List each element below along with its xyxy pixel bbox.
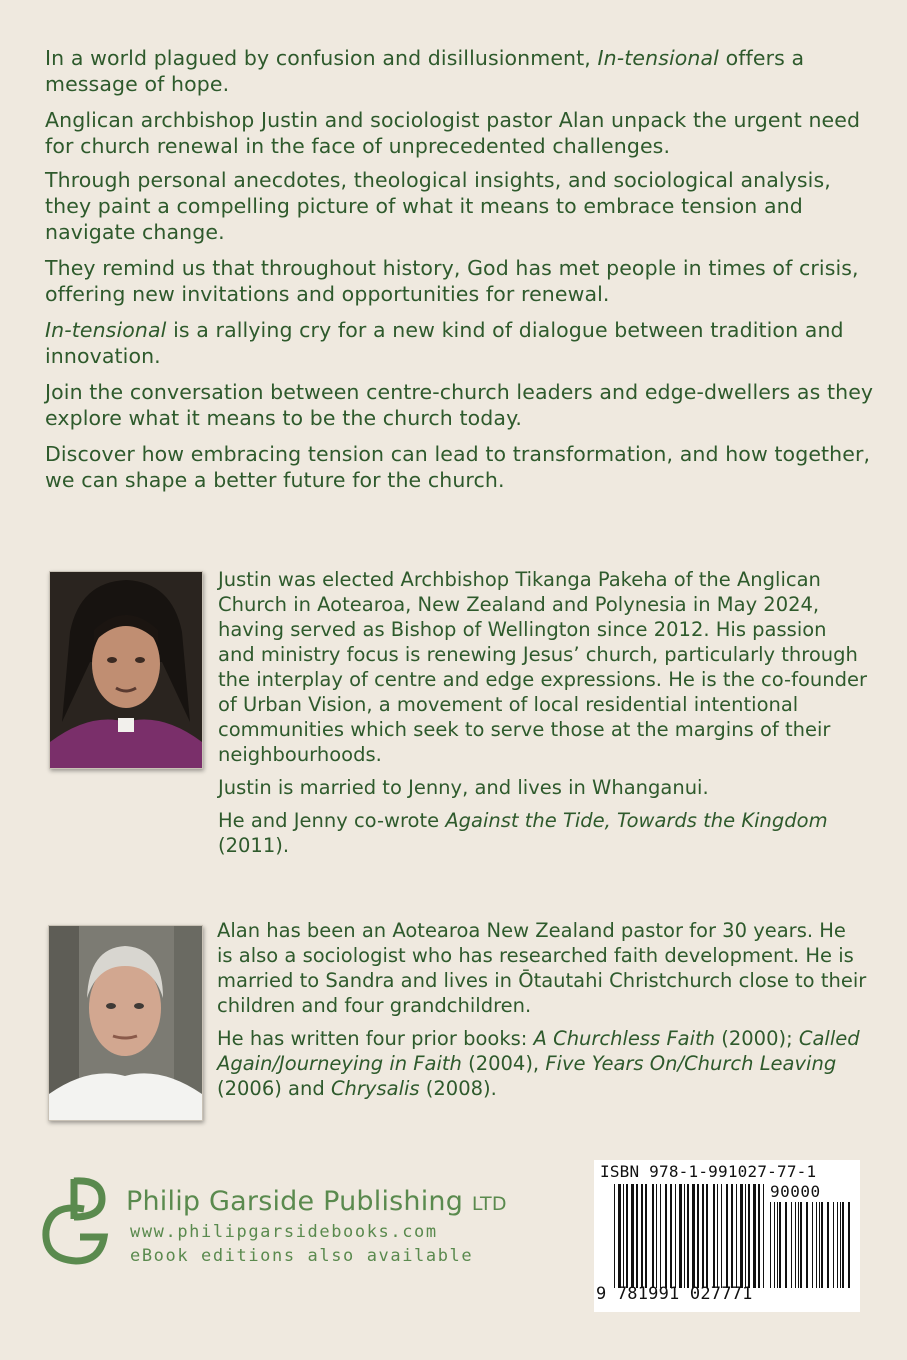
barcode-bar (833, 1202, 834, 1288)
barcode-bar (795, 1202, 796, 1288)
bio-text: (2004), (461, 1052, 546, 1075)
barcode-bar (726, 1184, 728, 1288)
barcode-bar (645, 1184, 647, 1288)
blurb-paragraph (45, 45, 875, 97)
portrait-illustration (49, 926, 202, 1120)
bio-text: (2006) and (217, 1077, 331, 1100)
barcode-bar (618, 1184, 621, 1288)
barcode-bar (753, 1184, 756, 1288)
publisher-name (126, 1186, 507, 1217)
isbn-label: ISBN 978-1-991027-77-1 (600, 1162, 817, 1181)
blurb-text: In a world plagued by confusion and disillusionment, (45, 46, 598, 70)
barcode-bar (812, 1202, 813, 1288)
blurb-text: offers a message of hope. (45, 46, 805, 96)
barcode-bar (665, 1184, 667, 1288)
bio-paragraph: Alan has been an Aotearoa New Zealand pastor for 30 years. He is also a sociologist who has researched faith development. He is married to Sandra and lives in Ōtautahi Christchurch close to their children and four grandchildren. (217, 919, 867, 1017)
author-bio-justin (218, 567, 868, 866)
bio-text: He has written four prior books: (217, 1027, 534, 1050)
author-bio-alan (217, 918, 867, 1109)
book-title: Against the Tide, Towards the Kingdom (445, 809, 828, 832)
barcode-bar (660, 1184, 661, 1288)
barcode-bar (806, 1202, 808, 1288)
barcode-bar (623, 1184, 624, 1288)
barcode-bar (692, 1184, 695, 1288)
barcode-bar (800, 1202, 802, 1288)
book-title: Five Years On/Church Leaving (545, 1052, 837, 1075)
barcode-bar (791, 1202, 792, 1288)
barcode-bars (614, 1184, 764, 1288)
bio-text: (2000); (715, 1027, 799, 1050)
barcode-bar (731, 1184, 733, 1288)
barcode-bar (748, 1184, 750, 1288)
bio-text: (2011). (218, 834, 290, 857)
bio-paragraph: Justin is married to Jenny, and lives in Whanganui. (218, 776, 709, 799)
barcode-bar (821, 1202, 823, 1288)
barcode-bar (736, 1184, 737, 1288)
barcode-bar (687, 1184, 689, 1288)
barcode-bar (641, 1184, 643, 1288)
blurb-paragraph: Discover how embracing tension can lead to transformation, and how together, we can shape a better future for the church. (45, 442, 871, 492)
book-title: In-tensional (597, 46, 719, 70)
barcode-bar (717, 1184, 718, 1288)
book-title: Chrysalis (330, 1077, 420, 1100)
barcode-bar (774, 1202, 775, 1288)
barcode-bar (842, 1202, 844, 1288)
barcode-digits: 9 781991 027771 (596, 1284, 753, 1304)
blurb-text: is a rallying cry for a new kind of dialogue between tradition and innovation. (45, 318, 844, 368)
barcode-bar (684, 1184, 685, 1288)
barcode-bar (614, 1184, 615, 1288)
author-photo-alan (48, 925, 203, 1121)
barcode-bar (636, 1184, 638, 1288)
barcode-bar (626, 1184, 628, 1288)
bio-paragraph (218, 808, 868, 858)
barcode-bar (785, 1202, 787, 1288)
barcode-bar (848, 1202, 850, 1288)
blurb-section (45, 45, 875, 501)
barcode-addon-number: 90000 (770, 1182, 821, 1201)
barcode-bar (679, 1184, 682, 1288)
barcode-bar (656, 1184, 657, 1288)
barcode-bar (837, 1202, 838, 1288)
barcode-bar (827, 1202, 829, 1288)
bio-text: (2008). (419, 1077, 497, 1100)
isbn-barcode (594, 1160, 860, 1312)
blurb-paragraph: Anglican archbishop Justin and sociologist pastor Alan unpack the urgent need for church renewal in the face of unprecedented challenges. (45, 108, 861, 158)
barcode-bar (652, 1184, 654, 1288)
barcode-bar (697, 1184, 699, 1288)
blurb-paragraph: Through personal anecdotes, theological insights, and sociological analysis, they paint a compelling picture of what it means to embrace tension and navigate change. (45, 168, 831, 244)
barcode-bar (706, 1184, 708, 1288)
publisher-url: www.philipgarsidebooks.com (130, 1222, 438, 1242)
barcode-bar (675, 1184, 676, 1288)
ebook-note: eBook editions also available (130, 1246, 474, 1266)
barcode-bar (745, 1184, 746, 1288)
barcode-bar (840, 1202, 841, 1288)
book-title: A Churchless Faith (533, 1027, 716, 1050)
publisher-logo-icon (40, 1173, 120, 1269)
blurb-paragraph: They remind us that throughout history, God has met people in times of crisis, offering new invitations and opportunities for renewal. (45, 256, 859, 306)
barcode-bar (763, 1184, 764, 1288)
portrait-illustration (50, 572, 202, 768)
author-photo-justin (49, 571, 203, 769)
bio-paragraph: Justin was elected Archbishop Tikanga Pakeha of the Anglican Church in Aotearoa, New Zealand and Polynesia in May 2024, having served as Bishop of Wellington since 2012. His passion and ministry focus is renewing Jesus’ church, particularly through the interplay of centre and edge expressions. He is the co-founder of Urban Vision, a movement of local residential intentional communities which seek to serve those at the margins of their neighbourhoods. (218, 568, 867, 766)
barcode-bar (631, 1184, 634, 1288)
barcode-bar (798, 1202, 799, 1288)
book-title: In-tensional (45, 318, 167, 342)
barcode-bar (721, 1184, 722, 1288)
barcode-bar (777, 1202, 778, 1288)
addon-barcode-bars (770, 1202, 852, 1288)
barcode-bar (770, 1202, 771, 1288)
barcode-bar (713, 1184, 715, 1288)
blurb-paragraph: Join the conversation between centre-church leaders and edge-dwellers as they explore what it means to be the church today. (45, 380, 874, 430)
barcode-bar (779, 1202, 781, 1288)
publisher-name-text: Philip Garside Publishing (126, 1186, 464, 1217)
publisher-ltd: LTD (471, 1193, 507, 1215)
book-title: Called Again/Journeying in Faith (217, 1027, 860, 1075)
barcode-bar (670, 1184, 672, 1288)
barcode-bar (758, 1184, 760, 1288)
barcode-bar (740, 1184, 743, 1288)
barcode-bar (702, 1184, 704, 1288)
barcode-bar (816, 1202, 817, 1288)
blurb-paragraph (45, 317, 875, 369)
bio-paragraph (217, 1026, 867, 1101)
barcode-bar (819, 1202, 820, 1288)
bio-text: He and Jenny co-wrote (218, 809, 446, 832)
